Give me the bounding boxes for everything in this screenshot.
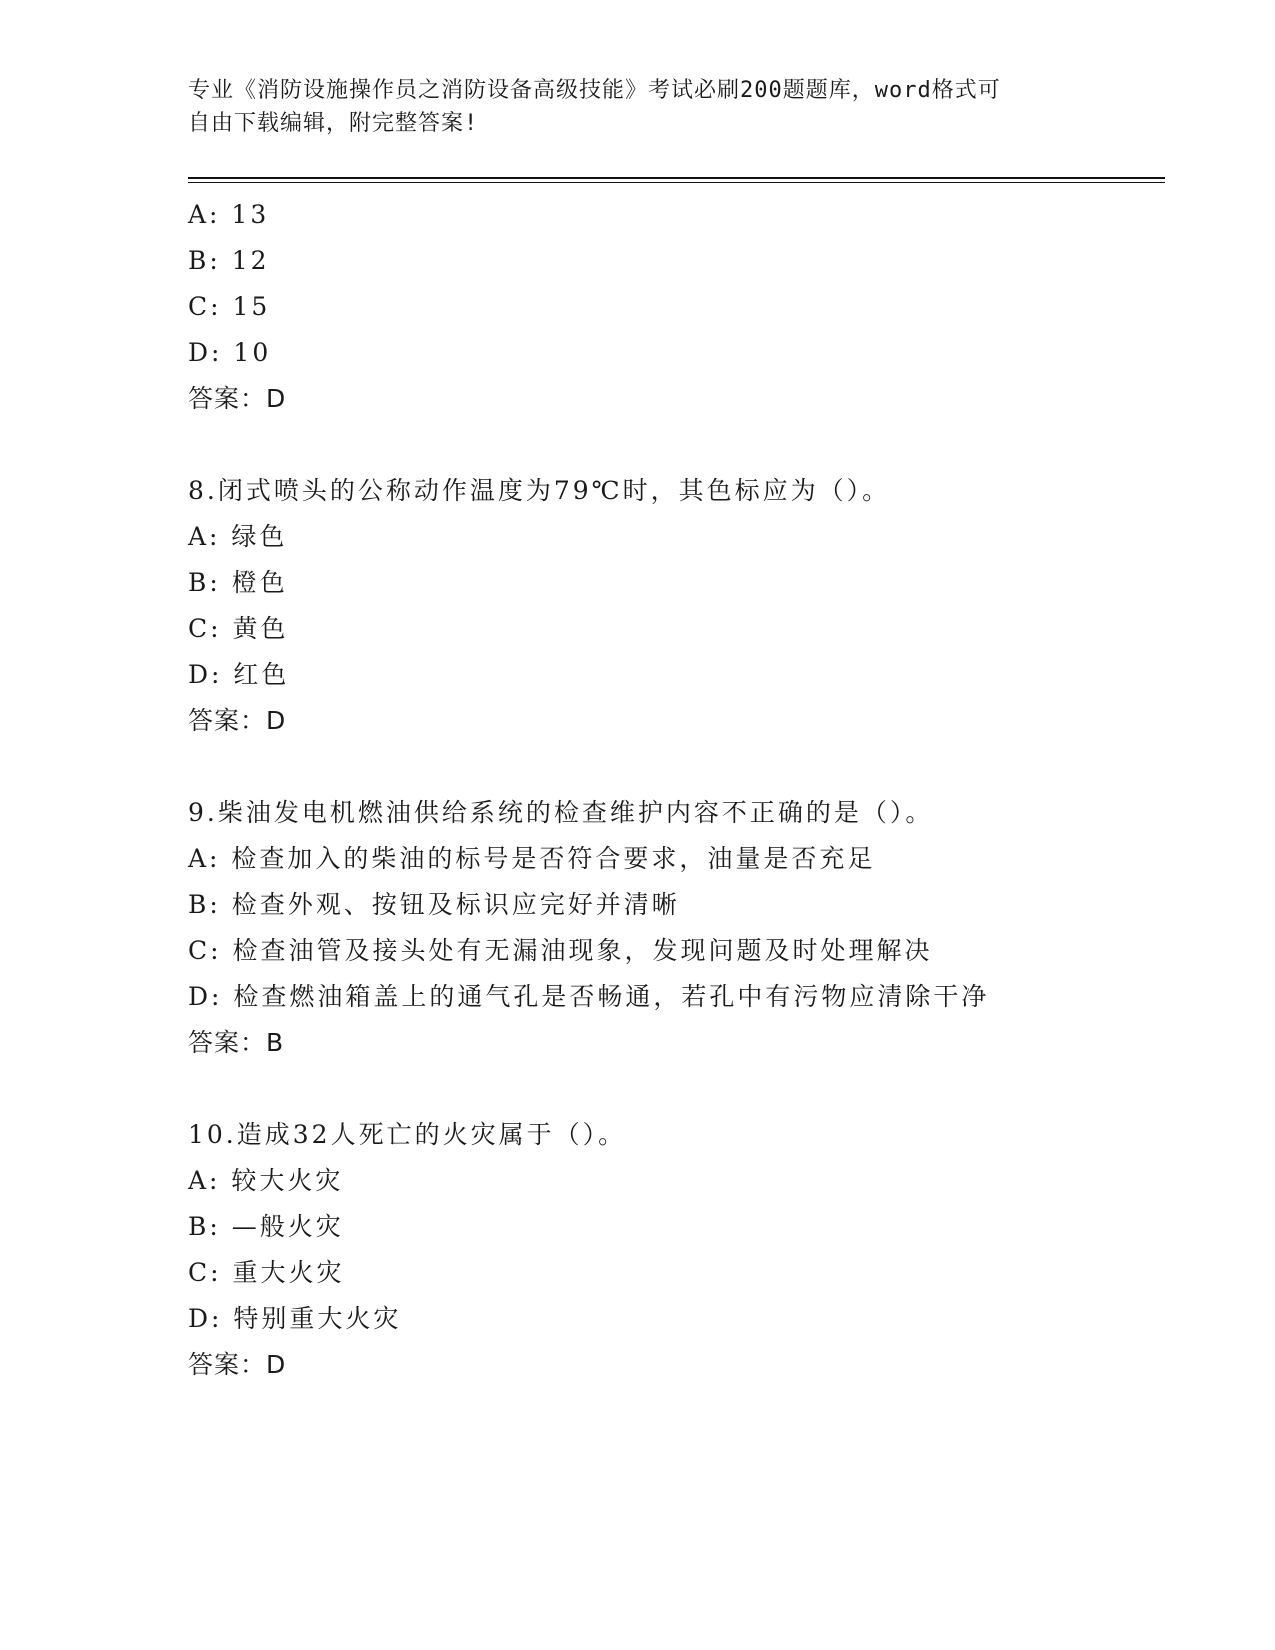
option-b: B: 橙色 — [188, 568, 288, 597]
answer-line: 答案：D — [188, 1350, 287, 1379]
option-b: B: 12 — [188, 246, 270, 275]
answer-line: 答案：B — [188, 1028, 285, 1057]
option-b: B: 检查外观、按钮及标识应完好并清晰 — [188, 890, 680, 919]
answer-line: 答案：D — [188, 384, 287, 413]
option-d: D: 10 — [188, 338, 272, 367]
question-spacer — [188, 1066, 1148, 1112]
option-d: D: 红色 — [188, 660, 290, 689]
option-b: B: —般火灾 — [188, 1212, 344, 1241]
header-divider-thick — [188, 177, 1165, 179]
question-list — [188, 192, 1148, 1388]
question-block-9 — [188, 790, 1148, 1066]
option-c: C: 15 — [188, 292, 271, 321]
document-header — [188, 74, 1068, 140]
question-stem: 8.闭式喷头的公称动作温度为79℃时，其色标应为（）。 — [188, 476, 891, 505]
option-a: A: 13 — [188, 200, 270, 229]
option-a: A: 检查加入的柴油的标号是否符合要求，油量是否充足 — [188, 844, 876, 873]
previous-question-block — [188, 192, 1148, 422]
header-line-2: 自由下载编辑，附完整答案! — [188, 111, 479, 136]
option-c: C: 黄色 — [188, 614, 289, 643]
header-line-1: 专业《消防设施操作员之消防设备高级技能》考试必刷200题题库，word格式可 — [188, 78, 1001, 103]
question-spacer — [188, 744, 1148, 790]
question-spacer — [188, 422, 1148, 468]
question-stem: 10.造成32人死亡的火灾属于（）。 — [188, 1120, 627, 1149]
option-c: C: 重大火灾 — [188, 1258, 345, 1287]
answer-line: 答案：D — [188, 706, 287, 735]
option-c: C: 检查油管及接头处有无漏油现象，发现问题及时处理解决 — [188, 936, 933, 965]
option-a: A: 绿色 — [188, 522, 288, 551]
question-block-10 — [188, 1112, 1148, 1388]
header-divider-thin — [188, 182, 1165, 183]
option-d: D: 检查燃油箱盖上的通气孔是否畅通，若孔中有污物应清除干净 — [188, 982, 990, 1011]
question-block-8 — [188, 468, 1148, 744]
option-a: A: 较大火灾 — [188, 1166, 344, 1195]
question-stem: 9.柴油发电机燃油供给系统的检查维护内容不正确的是（）。 — [188, 798, 934, 827]
option-d: D: 特别重大火灾 — [188, 1304, 402, 1333]
